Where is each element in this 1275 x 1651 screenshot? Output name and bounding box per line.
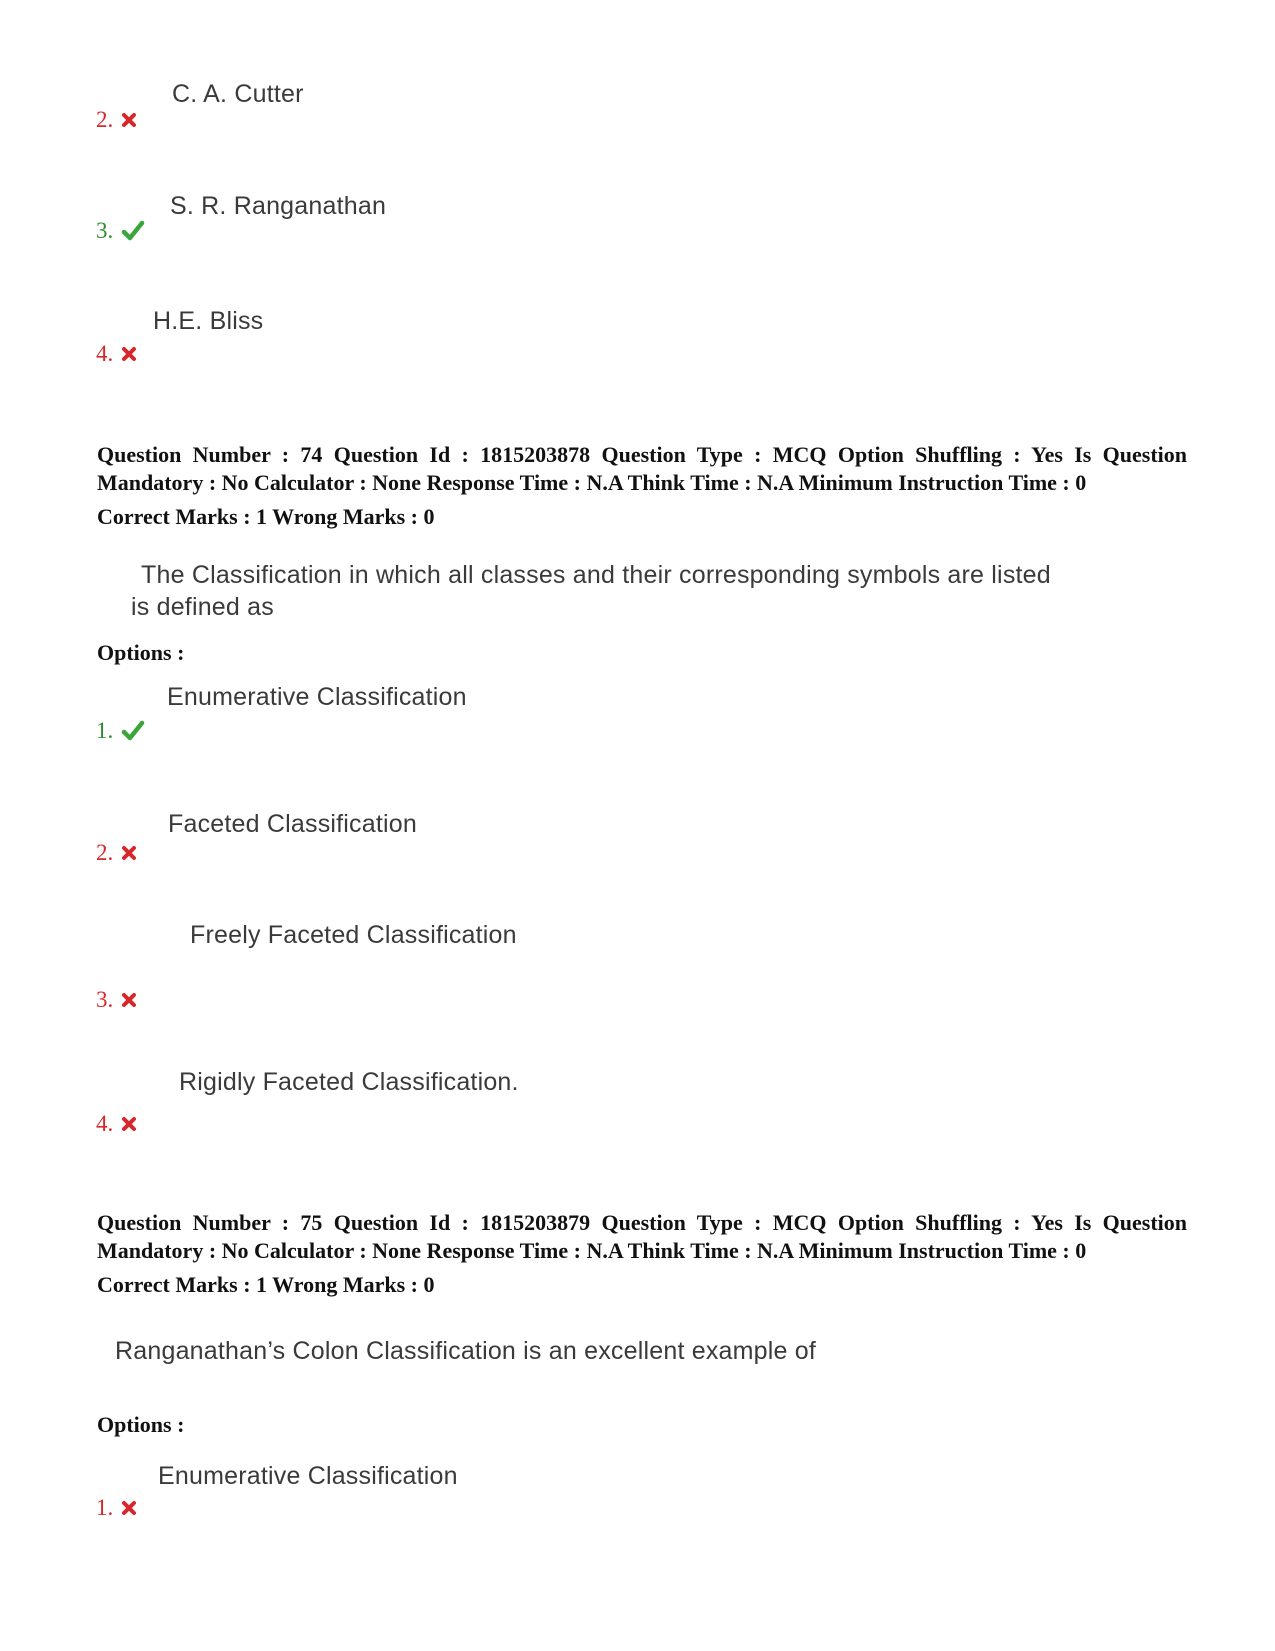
check-icon bbox=[121, 220, 145, 242]
option-text: Enumerative Classification bbox=[158, 1462, 458, 1490]
option-text: C. A. Cutter bbox=[172, 80, 304, 108]
question-marks: Correct Marks : 1 Wrong Marks : 0 bbox=[97, 504, 435, 529]
check-icon bbox=[121, 720, 145, 742]
option-number-label: 2. bbox=[96, 107, 114, 132]
option-number-label: 3. bbox=[96, 218, 114, 243]
option-number bbox=[96, 218, 145, 244]
option-text: Faceted Classification bbox=[168, 810, 417, 838]
option-number-label: 4. bbox=[96, 341, 114, 366]
option-number bbox=[96, 1111, 137, 1137]
option-number-label: 1. bbox=[96, 1495, 114, 1520]
option-number-label: 1. bbox=[96, 718, 114, 743]
cross-icon bbox=[121, 845, 137, 861]
option-number bbox=[96, 840, 137, 866]
option-number-label: 3. bbox=[96, 987, 114, 1012]
cross-icon bbox=[121, 346, 137, 362]
options-label: Options : bbox=[97, 640, 185, 665]
option-number bbox=[96, 107, 137, 133]
question-text-line: Ranganathan’s Colon Classification is an excellent example of bbox=[115, 1337, 817, 1365]
cross-icon bbox=[121, 1116, 137, 1132]
question-text-line: is defined as bbox=[131, 593, 274, 621]
option-number-label: 4. bbox=[96, 1111, 114, 1136]
question-marks: Correct Marks : 1 Wrong Marks : 0 bbox=[97, 1272, 435, 1297]
option-number bbox=[96, 341, 137, 367]
question-meta: Question Number : 74 Question Id : 1815203878 Question Type : MCQ Option Shuffling : Yes Is Question Mandatory : No Calculator : None Response Time : N.A Think Time : N.A Minimum Instruction Time : 0 bbox=[97, 442, 1187, 495]
cross-icon bbox=[121, 992, 137, 1008]
question-text-line: The Classification in which all classes and their corresponding symbols are listed bbox=[141, 561, 1051, 589]
option-text: H.E. Bliss bbox=[153, 307, 264, 335]
options-label: Options : bbox=[97, 1412, 185, 1437]
question-meta: Question Number : 75 Question Id : 1815203879 Question Type : MCQ Option Shuffling : Yes Is Question Mandatory : No Calculator : None Response Time : N.A Think Time : N.A Minimum Instruction Time : 0 bbox=[97, 1210, 1187, 1263]
option-number bbox=[96, 718, 145, 744]
cross-icon bbox=[121, 1500, 137, 1516]
cross-icon bbox=[121, 112, 137, 128]
option-text: Freely Faceted Classification bbox=[190, 921, 517, 949]
option-text: Rigidly Faceted Classification. bbox=[179, 1068, 519, 1096]
option-number-label: 2. bbox=[96, 840, 114, 865]
option-text: Enumerative Classification bbox=[167, 683, 467, 711]
option-number bbox=[96, 1495, 137, 1521]
option-text: S. R. Ranganathan bbox=[170, 192, 387, 220]
option-number bbox=[96, 987, 137, 1013]
